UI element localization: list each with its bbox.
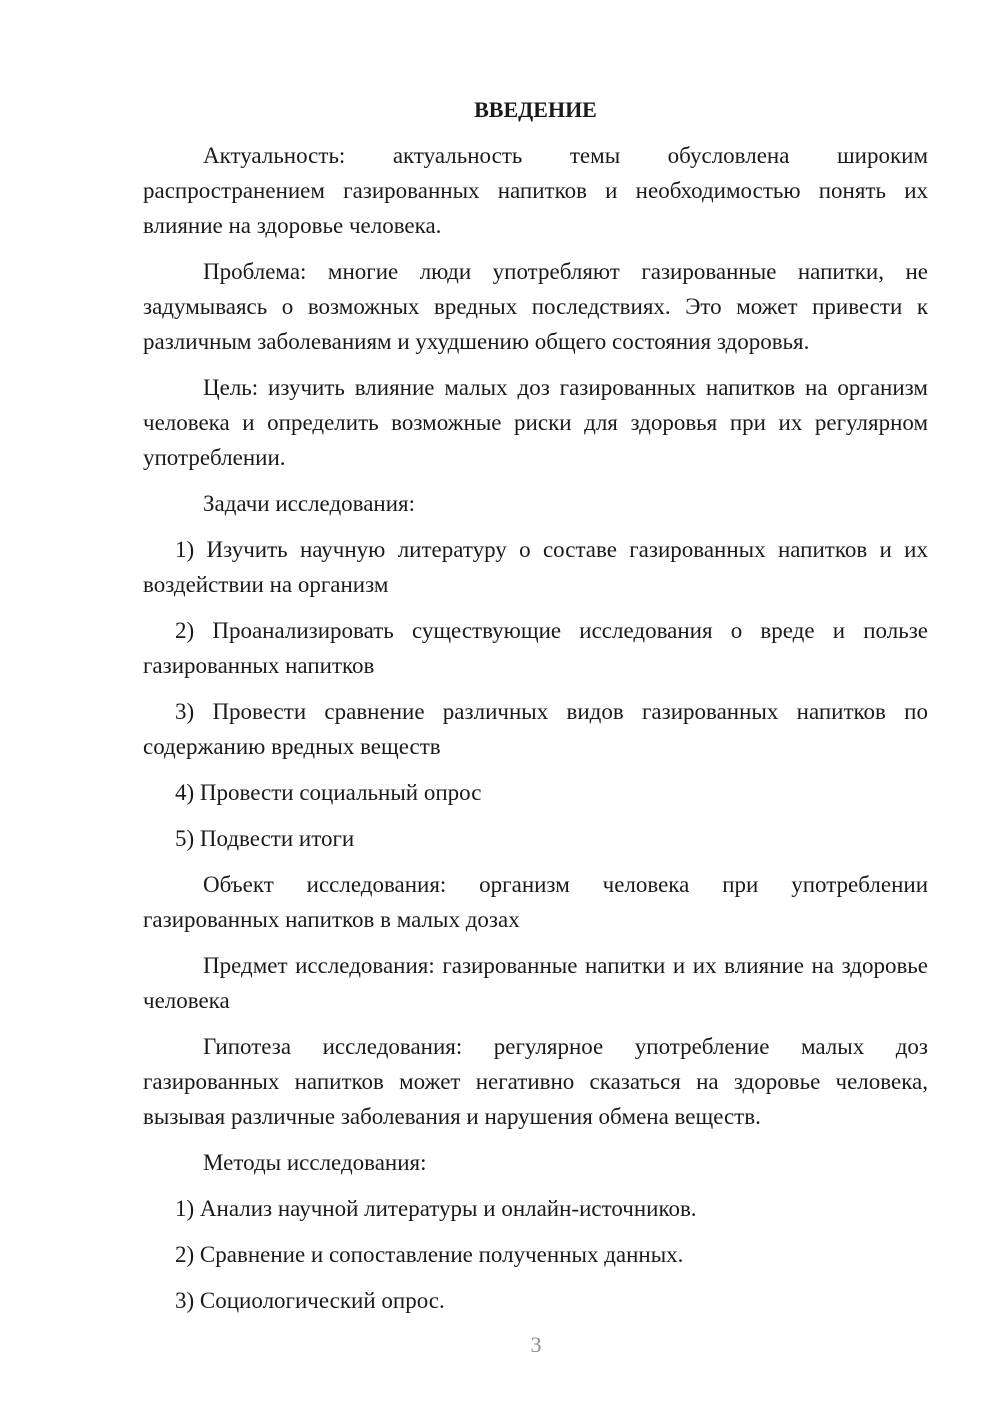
task-item: 5) Подвести итоги — [175, 826, 355, 851]
task-item: 3) Провести сравнение различных видов газированных напитков по содержанию вредных веществ — [143, 699, 928, 759]
subject-paragraph: Предмет исследования: газированные напитки и их влияние на здоровье человека — [143, 953, 928, 1013]
page-number: 3 — [530, 1332, 542, 1357]
problem-paragraph: Проблема: многие люди употребляют газированные напитки, не задумываясь о возможных вредных последствиях. Это может привести к различным заболеваниям и ухудшению общего состояния здоровья. — [143, 259, 928, 354]
object-paragraph: Объект исследования: организм человека при употреблении газированных напитков в малых дозах — [143, 872, 928, 932]
hypothesis-paragraph: Гипотеза исследования: регулярное употребление малых доз газированных напитков может негативно сказаться на здоровье человека, вызывая различные заболевания и нарушения обмена веществ. — [143, 1034, 928, 1129]
method-item: 2) Сравнение и сопоставление полученных данных. — [175, 1242, 684, 1267]
methods-heading: Методы исследования: — [203, 1150, 427, 1175]
section-title: ВВЕДЕНИЕ — [474, 97, 597, 122]
goal-paragraph: Цель: изучить влияние малых доз газированных напитков на организм человека и определить возможные риски для здоровья при их регулярном употреблении. — [143, 375, 928, 470]
relevance-paragraph: Актуальность: актуальность темы обусловлена широким распространением газированных напитков и необходимостью понять их влияние на здоровье человека. — [143, 143, 928, 238]
task-item: 4) Провести социальный опрос — [175, 780, 482, 805]
task-item: 1) Изучить научную литературу о составе газированных напитков и их воздействии на организм — [143, 537, 928, 597]
method-item: 1) Анализ научной литературы и онлайн-источников. — [175, 1196, 697, 1221]
task-item: 2) Проанализировать существующие исследования о вреде и пользе газированных напитков — [143, 618, 928, 678]
method-item: 3) Социологический опрос. — [175, 1288, 445, 1313]
tasks-heading: Задачи исследования: — [203, 491, 416, 516]
document-page — [143, 92, 928, 1329]
